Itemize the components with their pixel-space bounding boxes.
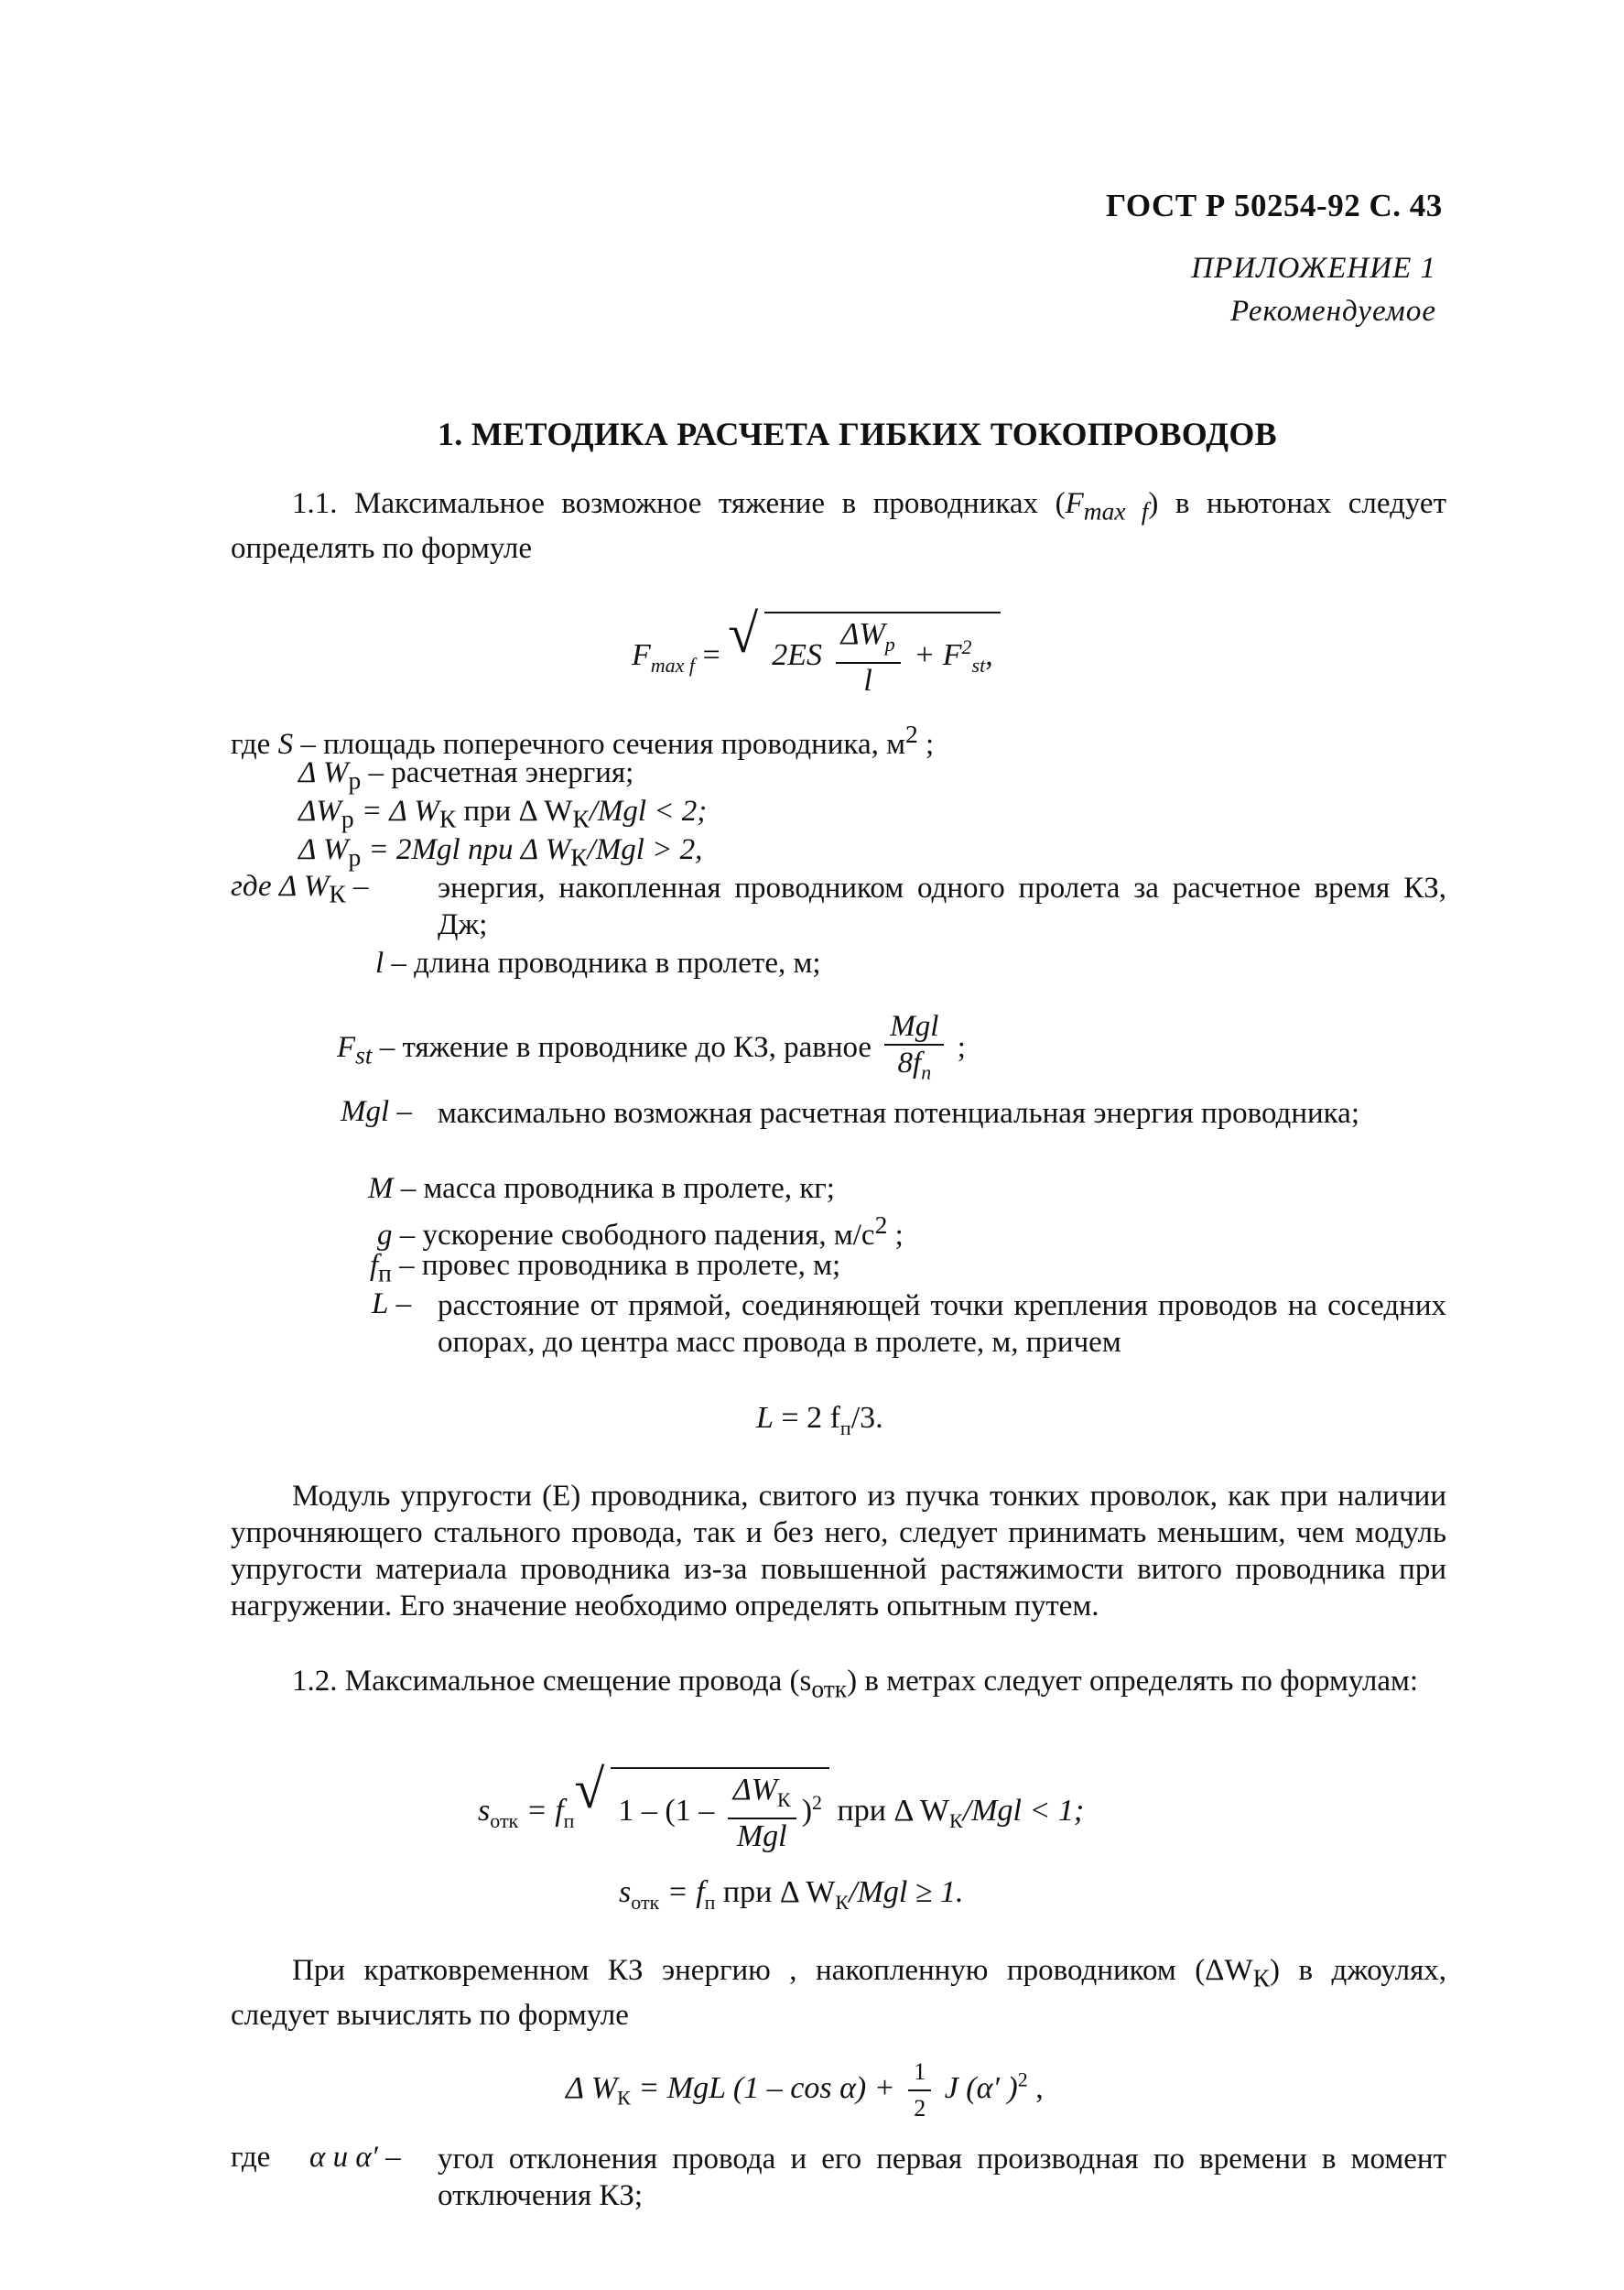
formula-energy: Δ $W_К$ = MgL (1 – cos α) + $\frac{1}{2}$ J (α′ )$^2$ , [566,2057,1044,2124]
definition-static-tension: $F_{st}$ – тяжение в проводнике до КЗ, равное $\frac{\text{Mgl}}{8f_п}$ ; [337,1011,966,1089]
section-title: 1. МЕТОДИКА РАСЧЕТА ГИБКИХ ТОКОПРОВОДОВ [438,416,1277,452]
definition-sag: $f_п$ – провес проводника в пролете, м; [370,1249,841,1287]
condition-line-1: $\Delta W_р = \Delta$ $W_К$ при Δ $W_К$/Mgl < 2; [298,795,708,833]
definition-length: l – длина проводника в пролете, м; [375,947,821,980]
definition-design-energy: Δ $W_р$ – расчетная энергия; [298,756,634,795]
document-header: ГОСТ Р 50254-92 С. 43 [1106,188,1443,223]
fraction: $\frac{\Delta W_К}{\text{Mgl}}$ [728,1774,796,1852]
definition-label-alpha: α и α′ – [309,2141,401,2174]
definition-area: где S – площадь поперечного сечения проводника, $м^2$ ; [231,720,935,761]
definition-mass: M – масса проводника в пролете, кг; [368,1172,835,1205]
definition-distance: расстояние от прямой, соединяющей точки крепления проводов на соседних опорах, до центра масс провода в пролете, м, причем [438,1289,1446,1359]
fraction: $\frac{\Delta W_р}{l}$ [836,619,901,697]
paragraph-1-1: 1.1. Максимальное возможное тяжение в проводниках $(F_{max f})$ в ньютонах следует определять по формуле [231,487,1446,565]
definition-gravity: g – ускорение свободного падения, $м/с^2$ ; [377,1210,904,1252]
fraction: $\frac{1}{2}$ [908,2057,931,2124]
sqrt-radical: √ 2ES $\frac{\Delta W_р}{l}$ + $F^2_{st}$, [728,612,1000,697]
paragraph-modulus: Модуль упругости (E) проводника, свитого из пучка тонких проволок, как при наличии упрочняющего стального провода, так и без него, следует принимать меньшим, чем модуль упругости материала проводника из-за повышенной растяжимости витого проводника при нагружении. Его значение необходимо определять опытным путем. [231,1480,1446,1623]
paragraph-1-2: 1.2. Максимальное смещение провода $(s_{отк})$ в метрах следует определять по формулам: [292,1665,1419,1703]
appendix-status: Рекомендуемое [1229,295,1436,328]
appendix-label: ПРИЛОЖЕНИЕ 1 [1191,252,1436,285]
paragraph-energy: При кратковременном КЗ энергию , накопленную проводником $(\Delta W_К)$ в джоулях, следует вычислять по формуле [231,1954,1447,2032]
formula-offset-1: $s_{отк} = f_п$ √ 1 – (1 – $\frac{\Delta W_К}{\text{Mgl}}$ )$^2$ при Δ $W_К$/Mgl < 1; [478,1759,1085,1853]
condition-line-2: Δ $W_р = 2Mgl$ при Δ $W_К$/Mgl > 2, [298,833,703,872]
sqrt-radical: √ 1 – (1 – $\frac{\Delta W_К}{\text{Mgl}}$ )$^2$ [574,1767,829,1852]
formula-distance: L = 2 $f_п/3$. [756,1401,883,1439]
definition-angle: угол отклонения провода и его первая производная по времени в момент отключения КЗ; [438,2143,1446,2212]
formula-max-tension: $F_{max f}$ = √ 2ES $\frac{\Delta W_р}{l}$ + $F^2_{st}$, [632,612,1001,697]
definition-label-where: где [231,2141,271,2174]
formula-offset-2: $s_{отк} = f_п$ при Δ $W_К$/Mgl ≥ 1. [619,1875,964,1914]
definition-label-mgl: Mgl – [341,1095,412,1128]
definition-potential-energy: максимально возможная расчетная потенциальная энергия проводника; [438,1097,1359,1130]
clause-number: 1.2. [292,1665,338,1698]
fraction: $\frac{\text{Mgl}}{8f_п}$ [884,1011,944,1089]
clause-number: 1.1. [292,487,338,520]
definition-label-L: L – [372,1287,412,1320]
definition-accumulated-energy: энергия, накопленная проводником одного пролета за расчетное время КЗ, Дж; [438,872,1446,941]
definition-label-wk: где Δ $W_К$ – [231,870,369,908]
